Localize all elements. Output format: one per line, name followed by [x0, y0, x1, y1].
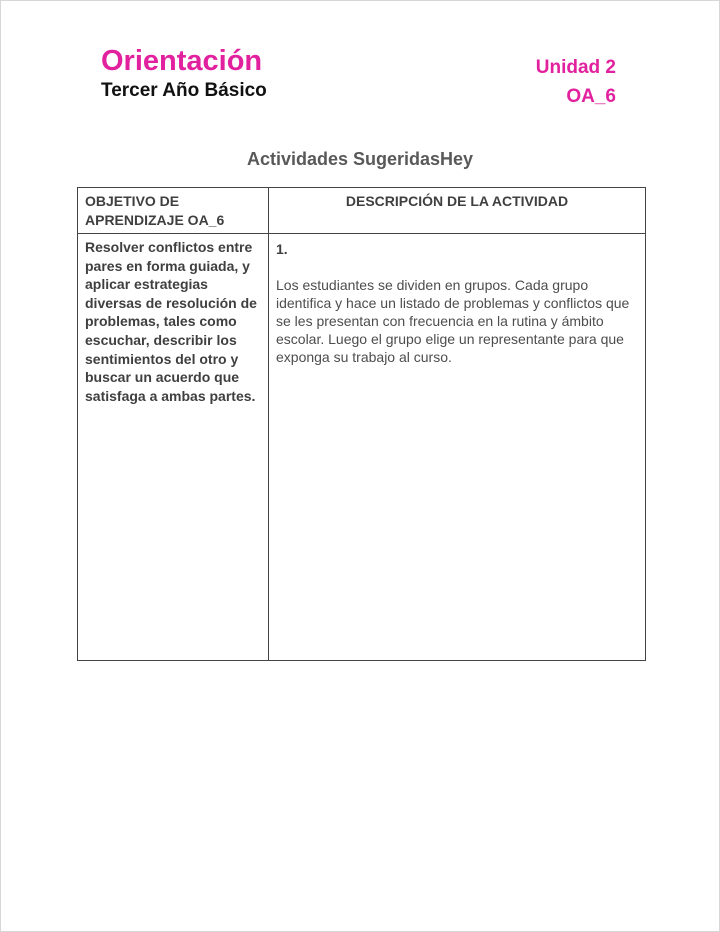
activity-cell	[269, 234, 645, 660]
table-body-row	[78, 234, 645, 660]
header-left-block	[101, 43, 267, 103]
activity-number: 1.	[276, 241, 288, 257]
objective-cell	[78, 234, 269, 660]
table-header-row	[78, 188, 645, 234]
page-header	[101, 43, 616, 112]
document-title: Orientación	[101, 45, 263, 77]
header-right-block	[536, 43, 616, 112]
unit-label: Unidad 2	[535, 57, 616, 78]
activity-description: Los estudiantes se dividen en grupos. Cada grupo identifica y hace un listado de problemas y conflictos que se les presentan con frecuencia en la rutina y ámbito escolar. Luego el grupo elige un representante para que exponga su trabajo al curso.	[276, 276, 630, 366]
objective-text: Resolver conflictos entre pares en forma guiada, y aplicar estrategias diversas de resolución de problemas, tales como escuchar, describir los sentimientos del otro y buscar un acuerdo que satisfaga a ambas partes.	[85, 239, 257, 404]
section-title: Actividades SugeridasHey	[246, 149, 474, 169]
table-header-description: DESCRIPCIÓN DE LA ACTIVIDAD	[345, 193, 569, 209]
oa-code-label: OA_6	[566, 86, 616, 108]
activities-table	[77, 187, 646, 661]
document-subtitle: Tercer Año Básico	[101, 80, 267, 102]
table-header-objective: OBJETIVO DE APRENDIZAJE OA_6	[78, 188, 269, 233]
